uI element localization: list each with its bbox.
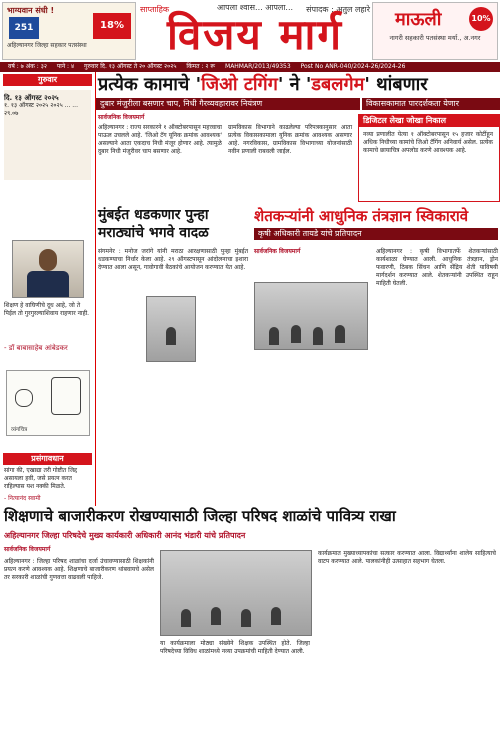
story3-headline[interactable]: शिक्षणाचे बाजारीकरण रोखण्यासाठी जिल्हा परिषद शाळांचे पावित्र्य राखा (4, 507, 396, 525)
portrait-image (12, 240, 84, 298)
logo (140, 2, 370, 60)
issue-info: वर्ष : ७ अंक : ३२ (8, 63, 47, 70)
cartoon-caption: व्यंगचित्र (11, 427, 28, 433)
story3-byline: सार्वजनिक विजयमार्ग (4, 546, 51, 553)
story3-subheadline: अहिल्यानगर जिल्हा परिषदेचे मुख्य कार्यकारी अधिकारी आनंद भंडारी यांचे प्रतिपादन (4, 531, 246, 540)
date-info: गुरुवार दि. १३ ऑगस्ट ते २० ऑगस्ट २०२५ (84, 63, 177, 70)
ad-badge: 251 (9, 17, 39, 39)
quote-author: - डॉ बाबासाहेब आंबेडकर (4, 344, 68, 352)
right-advertisement[interactable] (372, 2, 498, 60)
portrait-face (39, 249, 57, 271)
prasang-author: - नित्यानंद स्वामी (4, 495, 41, 502)
story1-subheadline (96, 98, 500, 110)
prasang-body: सांगा की, एखाद्या तरी गोष्टीत जिद्द असायला हवी, जसे प्रयत्न करत राहिल्यास यश नक्की मिळते. (4, 467, 78, 490)
sidebar-day-heading: गुरुवार (3, 74, 92, 86)
story1-headline-part: प्रत्येक कामाचे ' (98, 74, 202, 95)
pages-info: पाने : ४ (56, 63, 75, 70)
story1-box (358, 114, 500, 202)
photo-person (181, 609, 191, 627)
sidebar-date: दि. १३ ऑगस्ट २०२५ (4, 94, 59, 102)
masthead (0, 0, 500, 62)
tagline: आपला श्वास... आपला... (216, 3, 294, 12)
story3 (0, 530, 500, 732)
ad-rate-badge: 10% (469, 7, 493, 31)
story2-left-headline[interactable]: मुंबईत धडकणार पुन्हा मराठ्यांचे भगवे वादळ (98, 207, 209, 241)
main-content (96, 72, 500, 504)
story2-subheadline (254, 228, 500, 240)
story2-sub: कृषी अधिकारी तायडे यांचे प्रतिपादन (254, 228, 498, 240)
story3-col3: कार्यक्रमात मुख्याध्यापकांचा सत्कार करण्यात आला. विद्यार्थ्यांना शालेय साहित्याचे वाटप करण्यात आले. पालकांनीही उत्साहात सहभाग घेतला. (318, 550, 496, 565)
reg-info: MAHMAR/2013/49353 (225, 63, 291, 70)
cartoon-figure (51, 377, 81, 415)
cartoon (6, 370, 90, 436)
story2-right-headline[interactable]: शेतकऱ्यांनी आधुनिक तंत्रज्ञान स्विकारावे (254, 207, 469, 225)
story2-byline: सार्वजनिक विजयमार्ग (254, 248, 301, 255)
ad-org: अहिल्यानगर जिल्हा सहकार पतसंस्था (7, 42, 87, 49)
story1-headline-red: जिओ टगिंग (201, 74, 278, 95)
story1-sub-left: दुबार मंजुरीला बसणार चाप, निधी गैरव्यवहारावर नियंत्रण (96, 98, 360, 110)
newspaper-title: विजय मार्ग (166, 10, 344, 59)
story2-portrait-photo (146, 296, 196, 362)
photo-person (166, 327, 176, 345)
post-info: Post No ANR-040/2024-26/2024-26 (300, 63, 406, 70)
portrait-body (27, 271, 69, 297)
story1-col1: अहिल्यानगर : राज्य सरकारने १ ऑक्टोबरपासून महत्त्वाचा पाऊल उचलले आहे. 'जिओ टॅग यूनिक क्रमांक आवश्यक' असल्याने आता एकदाच निधी मंजूर होणार आहे. त्यामुळे दुबार निधी मंजुरीवर चाप बसणार आहे. (98, 124, 222, 155)
story3-header (0, 506, 500, 530)
cartoon-head (15, 389, 33, 407)
photo-person (335, 325, 345, 343)
photo-person (271, 607, 281, 625)
story1-col2: ग्रामविकास विभागाने काढलेल्या परिपत्रकानुसार आता प्रत्येक विकासकामाला युनिक क्रमांक आवश्यक असणार आहे. नगरविकास, ग्रामविकास विभागाच्या योजनांसाठी नवीन प्रणाली राबवली जाईल. (228, 124, 352, 155)
photo-person (313, 327, 323, 345)
story1-headline-part: ' थांबणार (364, 74, 428, 95)
left-advertisement[interactable] (2, 2, 136, 60)
sidebar-intro-text: १. १३ ऑगस्ट २०२५ २०२५ ... ... २९.०७ (4, 102, 78, 117)
story1-sub-right: विकासकामात पारदर्शकता येणार (362, 98, 500, 110)
ad-heading: भाग्यवान संधी ! (7, 6, 55, 15)
sidebar-intro (4, 90, 91, 180)
price-info: किंमत : २ रू (186, 63, 216, 70)
story1-byline: सार्वजनिक विजयमार्ग (98, 114, 145, 121)
story2-left-body: संगमनेर : मनोज जरांगे यांनी मराठा आरक्षणासाठी पुन्हा मुंबईत धडकण्याचा निर्धार केला आहे. २९ ऑगस्टपासून आंदोलनाचा इशारा देण्यात आला असून, गावोगावी बैठकांचे आयोजन करण्यात येत आहे. (98, 248, 248, 271)
prasang-heading: प्रसंगावधान (3, 453, 92, 465)
story1-box-text: नव्या प्रणालीत येत्या १ ऑक्टोबरपासून १५ हजार कोटींहून अधिक निधीच्या कामांचे जिओ टॅगिंग अनिवार्य असेल. प्रत्येक कामाचे छायाचित्र अपलोड करणे आवश्यक आहे. (363, 131, 493, 154)
story1-box-title: डिजिटल लेखा जोखा निकाल (359, 115, 500, 127)
left-sidebar (0, 72, 96, 506)
story1-headline-red: डबलगेम (311, 74, 365, 95)
story2-right-body: अहिल्यानगर : कृषी विभागातर्फे शेतकऱ्यांसाठी कार्यशाळा घेण्यात आली. आधुनिक तंत्रज्ञान, ड्रोन फवारणी, ठिबक सिंचन आणि सेंद्रिय शेती याविषयी मार्गदर्शन करण्यात आले. शेतकऱ्यांनी उपस्थित राहून माहिती घेतली. (376, 248, 498, 287)
weekly-label: साप्ताहिक (140, 5, 170, 14)
ad-badge-rate: 18% (93, 13, 131, 39)
sidebar-quote: शिक्षण हे वाघिणीचे दूध आहे, जो ते पिईल तो गुरगुरल्याशिवाय राहणार नाही. (4, 302, 90, 317)
photo-person (211, 607, 221, 625)
story3-photo (160, 550, 312, 636)
ad-line: नागरी सहकारी पतसंस्था मर्या., अ.नगर (389, 34, 481, 42)
prasang-text (4, 467, 91, 503)
story1-headline[interactable] (98, 74, 498, 96)
photo-person (269, 327, 279, 345)
story3-col1: अहिल्यानगर : जिल्हा परिषद शाळांचा दर्जा उंचावण्यासाठी शिक्षकांनी प्रयत्न करणे आवश्यक आहे. शिक्षणाचे बाजारीकरण थांबवायचे असेल तर सरकारी शाळांची गुणवत्ता वाढवली पाहिजे. (4, 558, 154, 581)
photo-person (291, 325, 301, 343)
story2-event-photo (254, 282, 368, 350)
ad-brand: माऊली (395, 9, 442, 30)
info-bar (0, 62, 500, 72)
story3-col2: या कार्यक्रमाला मोठ्या संख्येने शिक्षक उपस्थित होते. जिल्हा परिषदेच्या विविध शाळांमध्ये नव्या उपक्रमांची माहिती देण्यात आली. (160, 640, 310, 655)
photo-person (241, 609, 251, 627)
story1-headline-part: ' ने ' (277, 74, 312, 95)
editor-label: संपादक : अतुल लहारे (306, 5, 370, 14)
